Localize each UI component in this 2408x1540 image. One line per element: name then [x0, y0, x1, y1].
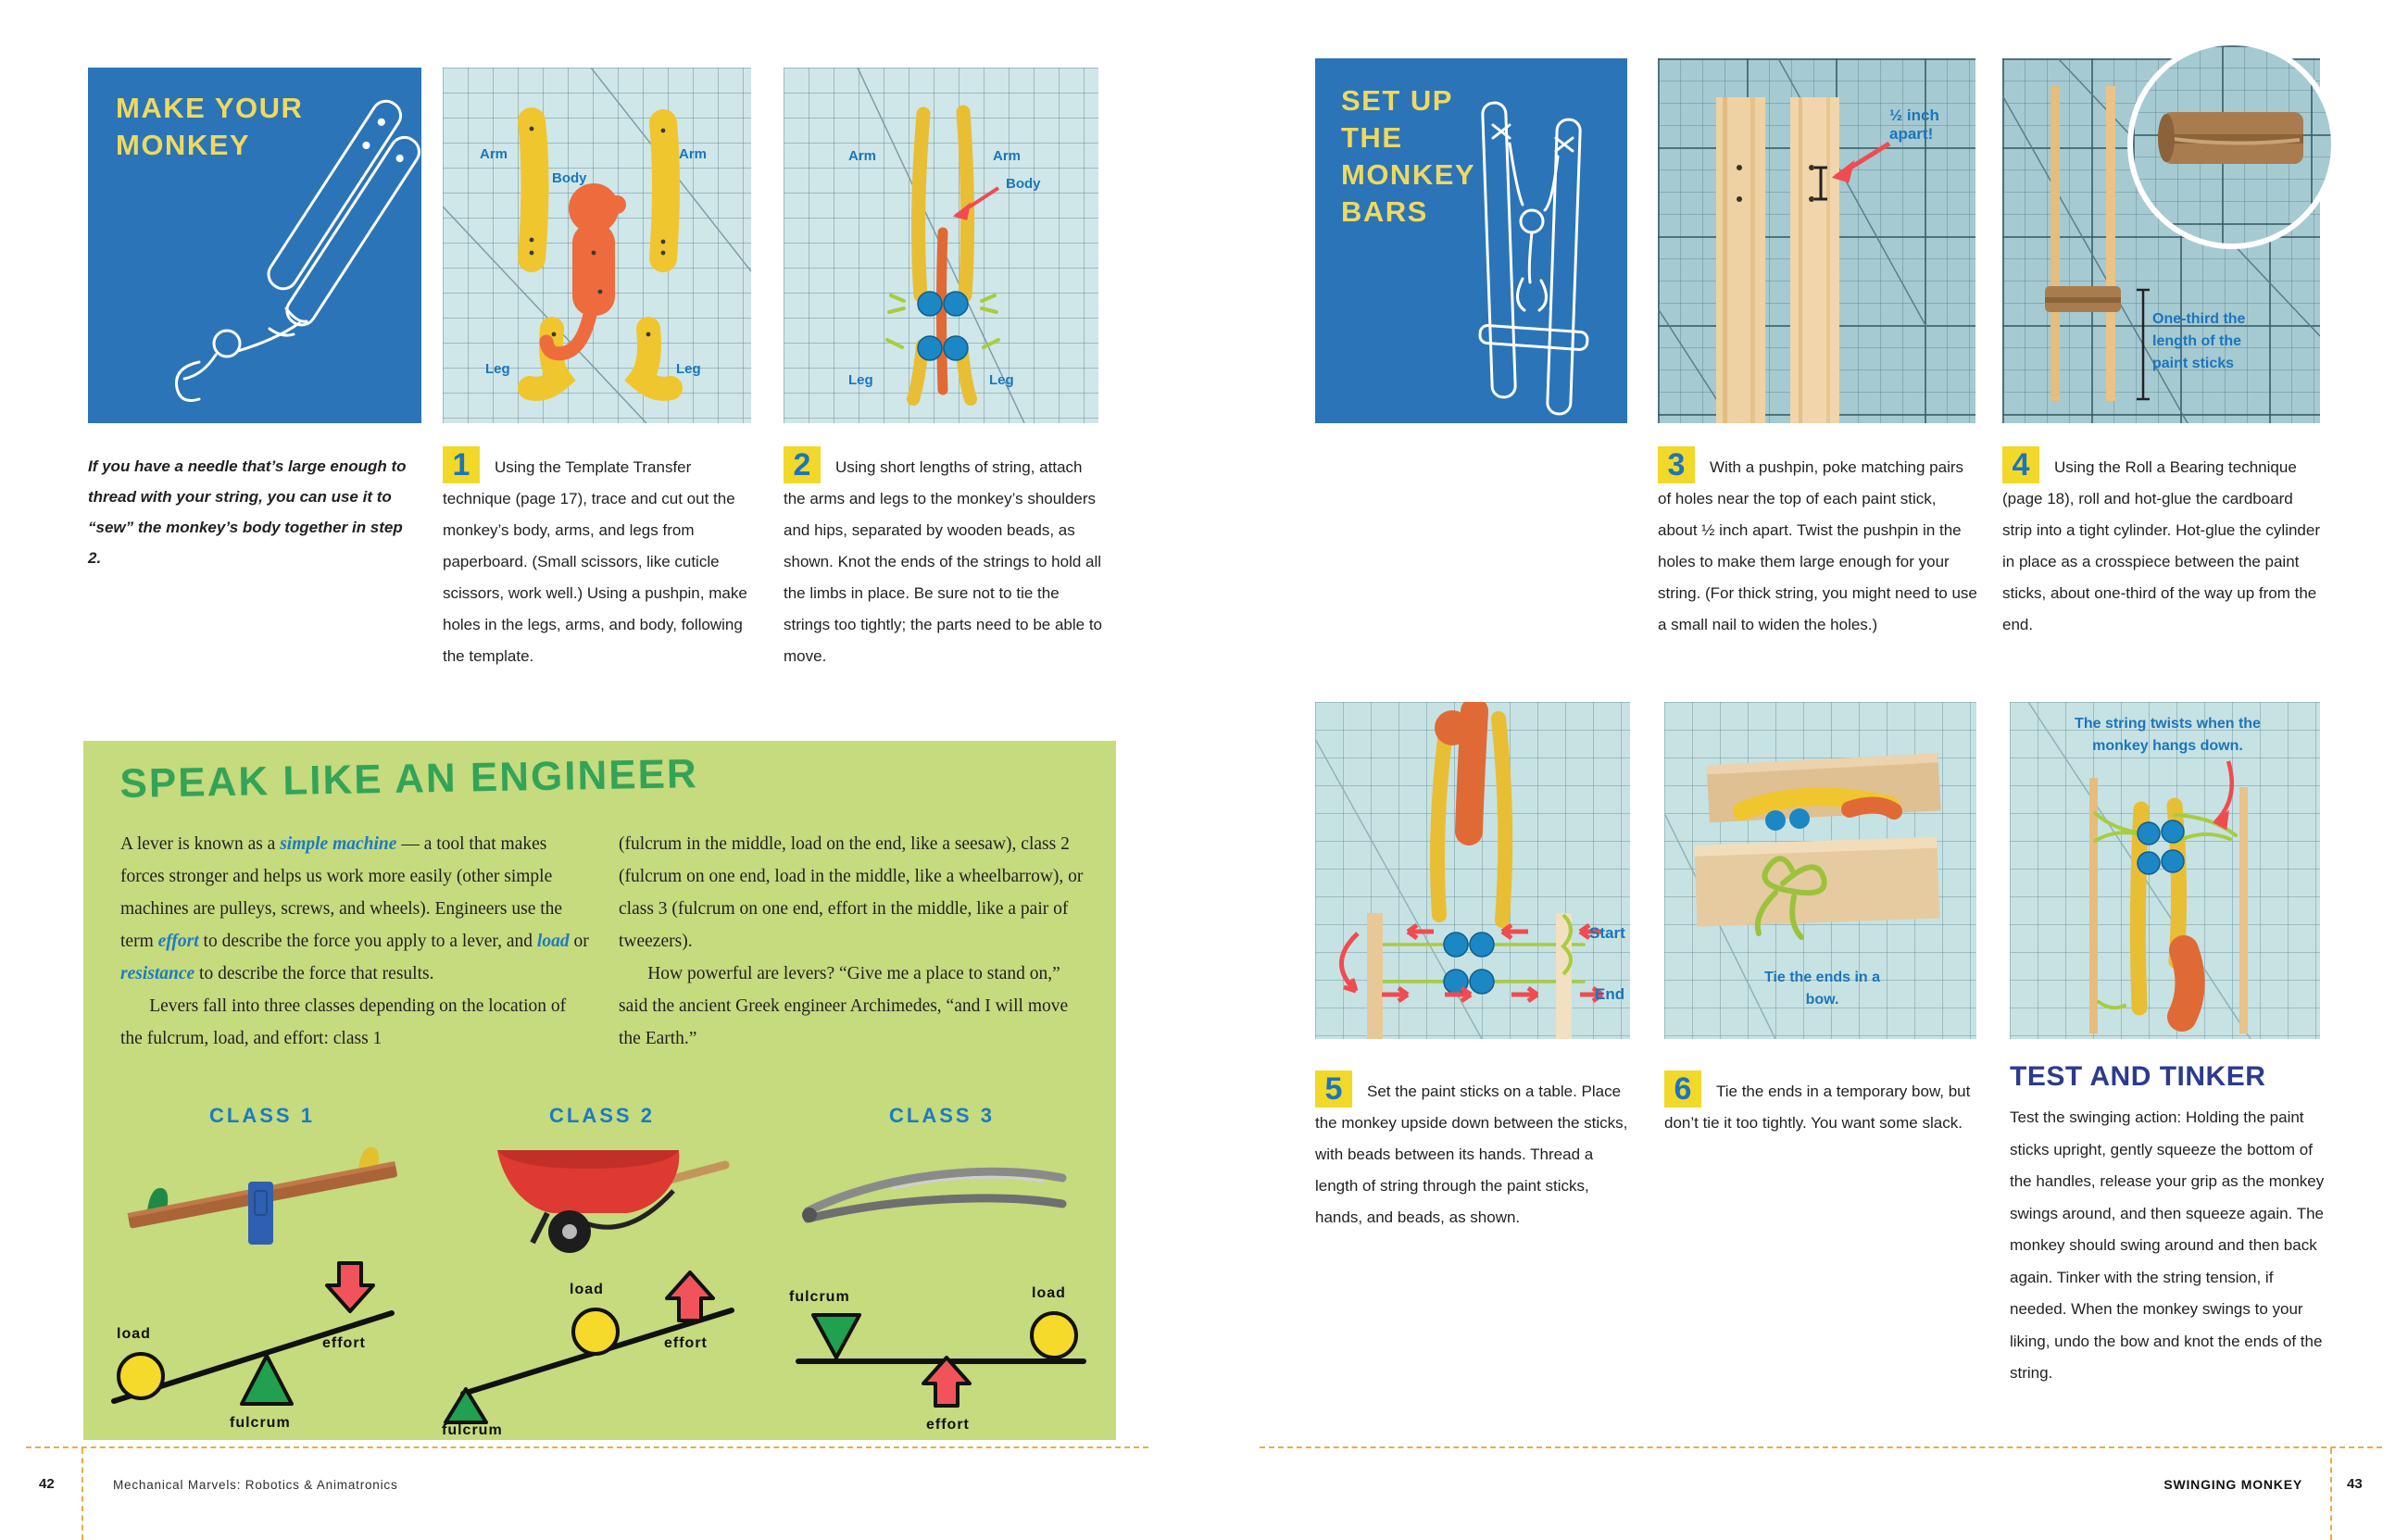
label-arm-left: Arm	[480, 146, 508, 162]
set-up-monkey-bars-box	[1315, 58, 1627, 423]
effort-arrow-down-icon	[327, 1263, 373, 1311]
lever-class-1	[100, 1104, 424, 1437]
class2-fulcrum-label: fulcrum	[442, 1422, 503, 1438]
page-number-left: 42	[39, 1476, 55, 1492]
seesaw-photo-icon	[100, 1133, 424, 1252]
class-2-heading: CLASS 2	[549, 1104, 655, 1127]
footer-divider-left	[82, 1448, 83, 1540]
step-5-text: Set the paint sticks on a table. Place the monkey upside down between the sticks, with beads between its hands. Thread a length of string through the paint sticks, hands, and beads, as shown.	[1315, 1083, 1628, 1226]
threading-graphic	[1315, 702, 1630, 1039]
photo-monkey-parts	[443, 68, 751, 423]
engineer-paragraph-2: Levers fall into three classes depending on the location of the fulcrum, load, and effort: class 1	[120, 996, 567, 1048]
footer-book-title: Mechanical Marvels: Robotics & Animatronics	[113, 1478, 398, 1492]
lever-class-2	[440, 1104, 764, 1437]
footer-rule-right	[1260, 1446, 2382, 1448]
lever-class-3	[780, 1104, 1104, 1437]
engineer-column-1	[120, 828, 590, 1055]
step-4-number-badge: 4	[2002, 446, 2039, 483]
bow-label: Tie the ends in a bow.	[1763, 970, 1881, 1008]
engineer-paragraph-1: A lever is known as a simple machine — a tool that makes forces stronger and helps us work more easily (other simple machines are pulleys, screws, and wheels). Engineers use the term effort to describe the force you apply to a lever, and load or resistance to describe the force that results.	[120, 834, 589, 983]
engineer-paragraph-3: (fulcrum in the middle, load on the end, like a seesaw), class 2 (fulcrum on one end, load in the middle, like a wheelbarrow), or class 3 (fulcrum on one end, effort in the middle, like a pair of tweezers).	[619, 834, 1084, 951]
photo-string-twists	[2010, 702, 2320, 1039]
step-6-text: Tie the ends in a temporary bow, but don’t tie it too tightly. You want some slack.	[1664, 1083, 1971, 1132]
effort-arrow-up-icon	[923, 1358, 970, 1406]
step-5	[1315, 1071, 1632, 1233]
class2-effort-label: effort	[664, 1335, 708, 1351]
label-leg-right: Leg	[989, 372, 1014, 388]
monkey-bars-illustration-icon	[1315, 58, 1627, 423]
label-leg-left: Leg	[848, 372, 873, 388]
class3-effort-label: effort	[926, 1417, 970, 1433]
photo-threading	[1315, 702, 1630, 1039]
step-2-text: Using short lengths of string, attach the arms and legs to the monkey’s shoulders and hips, separated by wooden beads, as shown. Knot the ends of the strings to hold all the limbs in place. Be sure not to tie the strings too tightly; the parts need to be able to move.	[784, 458, 1102, 665]
footer-divider-right	[2330, 1448, 2332, 1540]
label-arm-right: Arm	[993, 148, 1022, 164]
one-third-label: One-third the length of the paint sticks	[2152, 311, 2246, 371]
class-1-heading: CLASS 1	[209, 1104, 315, 1127]
page-number-right: 43	[2347, 1476, 2363, 1492]
bearing-closeup-inset	[2127, 40, 2337, 249]
label-arm-left: Arm	[848, 148, 877, 164]
end-label: End	[1595, 985, 1625, 1003]
step-3	[1658, 447, 1979, 641]
class3-fulcrum-label: fulcrum	[789, 1289, 850, 1305]
photo-paint-stick-holes	[1658, 58, 1975, 423]
label-body: Body	[552, 170, 587, 186]
test-and-tinker-title: TEST AND TINKER	[2010, 1061, 2266, 1092]
effort-arrow-up-icon	[667, 1272, 713, 1321]
class3-load-label: load	[1032, 1285, 1066, 1301]
section-title: MAKE YOUR MONKEY	[116, 92, 304, 161]
step-6-number-badge: 6	[1664, 1070, 1701, 1108]
step-1	[443, 447, 755, 672]
twist-pointer-arrow-icon	[2215, 761, 2232, 828]
monkey-sticks-illustration-icon	[88, 68, 421, 423]
bearing-cylinder-graphic	[2133, 45, 2331, 244]
tweezers-photo-icon	[780, 1133, 1104, 1245]
class-2-lever-diagram	[440, 1250, 764, 1435]
engineer-box-title: SPEAK LIKE AN ENGINEER	[119, 751, 699, 808]
class1-fulcrum-label: fulcrum	[230, 1415, 291, 1431]
wheelbarrow-photo-icon	[440, 1130, 764, 1255]
engineer-column-2	[619, 828, 1093, 1055]
class-3-lever-diagram	[780, 1250, 1104, 1435]
engineer-paragraph-4: How powerful are levers? “Give me a place to stand on,” said the ancient Greek engineer Archimedes, “and I will move the Earth.”	[619, 964, 1069, 1048]
test-and-tinker-text: Test the swinging action: Holding the paint sticks upright, gently squeeze the bottom of the handles, release your grip as the monkey swings around, and then squeeze again. The monkey should swing around and then back again. Tinker with the string tension, if needed. When the monkey swings to your liking, undo the bow and knot the ends of the string.	[2010, 1108, 2325, 1382]
footer-chapter-title: SWINGING MONKEY	[2163, 1477, 2302, 1492]
step-3-text: With a pushpin, poke matching pairs of holes near the top of each paint stick, about ½ inch apart. Twist the pushpin in the holes to make them large enough for your string. (For thick string, you might need to use a small nail to widen the holes.)	[1658, 458, 1977, 633]
class-1-lever-diagram	[100, 1250, 424, 1435]
start-label: Start	[1589, 924, 1625, 942]
speak-like-an-engineer-box	[83, 741, 1116, 1440]
twist-label: The string twists when the monkey hangs down.	[2075, 716, 2261, 754]
step-4-text: Using the Roll a Bearing technique (page 18), roll and hot-glue the cardboard strip into a tight cylinder. Hot-glue the cylinder in place as a crosspiece between the paint sticks, about one-third of the way up from the end.	[2002, 458, 2321, 633]
label-leg-left: Leg	[485, 361, 510, 377]
step-6	[1664, 1071, 1979, 1139]
step-2-number-badge: 2	[784, 446, 821, 483]
monkey-assembled-graphic	[784, 68, 1098, 423]
tip-caption: If you have a needle that’s large enough to thread with your string, you can use it to “sew” the monkey’s body together in step 2.	[88, 457, 407, 567]
class-3-heading: CLASS 3	[889, 1104, 995, 1127]
test-and-tinker-section	[2010, 1061, 2325, 1390]
class1-load-label: load	[117, 1326, 151, 1342]
label-arm-right: Arm	[679, 146, 708, 162]
step-5-number-badge: 5	[1315, 1070, 1352, 1108]
half-inch-label: ½ inch apart!	[1889, 106, 1939, 143]
step-2	[784, 447, 1103, 672]
photo-monkey-assembled	[784, 68, 1098, 423]
section-title: SET UP THE MONKEY BARS	[1341, 84, 1475, 228]
step-1-number-badge: 1	[443, 446, 480, 483]
step-4	[2002, 447, 2322, 641]
label-leg-right: Leg	[676, 361, 701, 377]
photo-bow	[1664, 702, 1976, 1039]
class2-load-label: load	[570, 1282, 604, 1297]
photo-crosspiece	[2002, 58, 2320, 423]
label-body: Body	[1006, 176, 1041, 192]
step-3-number-badge: 3	[1658, 446, 1695, 483]
footer-rule-left	[26, 1446, 1148, 1448]
make-your-monkey-box	[88, 68, 421, 423]
half-inch-arrow-icon	[1836, 144, 1889, 181]
class1-effort-label: effort	[322, 1335, 366, 1351]
step-1-text: Using the Template Transfer technique (page 17), trace and cut out the monkey’s body, arms, and legs from paperboard. (Small scissors, like cuticle scissors, work well.) Using a pushpin, make holes in the legs, arms, and body, following the template.	[443, 458, 747, 665]
